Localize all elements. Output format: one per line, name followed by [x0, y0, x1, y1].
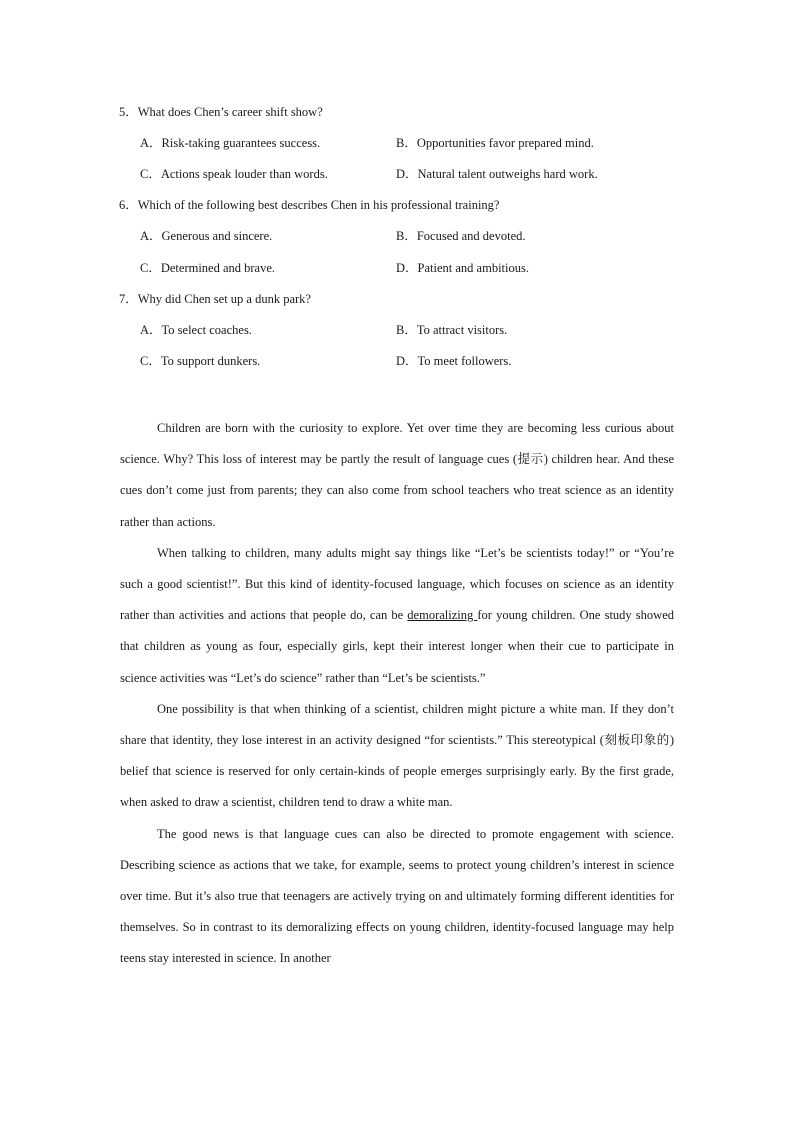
- option-letter: C．: [140, 261, 161, 275]
- option-letter: A．: [140, 136, 162, 150]
- option-text: To support dunkers.: [160, 354, 261, 368]
- option-letter: B．: [396, 136, 417, 150]
- passage-paragraph-4: The good news is that language cues can also be directed to promote engagement with science. Describing science as actions that we take, for example, seems to protect young children’s interest in science over time. But it’s also true that teenagers are actively trying on and ultimately forming different identities for themselves. So in contrast to its demoralizing effects on young children, identity-focused language may help teens stay interested in science. In another: [120, 826, 674, 966]
- option-text: Actions speak louder than words.: [160, 167, 328, 181]
- option-text: Opportunities favor prepared mind.: [416, 136, 594, 150]
- option-text: Patient and ambitious.: [417, 261, 529, 275]
- option-text: Natural talent outweighs hard work.: [417, 167, 598, 181]
- option-text: To attract visitors.: [416, 323, 508, 337]
- underlined-word: demoralizing: [407, 608, 478, 623]
- question-6-option-d[interactable]: [396, 260, 529, 276]
- question-7-option-b[interactable]: [396, 322, 507, 338]
- option-letter: B．: [396, 229, 417, 243]
- question-6-option-b[interactable]: [396, 228, 526, 244]
- reading-passage: [120, 413, 674, 975]
- question-5-option-a[interactable]: [140, 135, 320, 151]
- paragraph-text: for young children. One study showed that children as young as four, especially girls, kept their interest longer when their cue to participate in science activities was “Let’s do science” rather than “Let’s be scientists.”: [120, 608, 674, 685]
- option-text: Risk-taking guarantees success.: [161, 136, 321, 150]
- paragraph-text: When talking to children, many adults might say things like “Let’s be scientists today!” or “You’re such a good scientist!”. But this kind of identity-focused language, which focuses on science as an identity rather than activities and actions that people do, can be: [120, 545, 674, 623]
- question-5-option-b[interactable]: [396, 135, 594, 151]
- question-7-stem: 7．Why did Chen set up a dunk park?: [119, 292, 311, 306]
- option-text: To meet followers.: [417, 354, 512, 368]
- option-letter: A．: [140, 323, 162, 337]
- option-letter: A．: [140, 229, 162, 243]
- question-5-option-c[interactable]: [140, 166, 328, 182]
- passage-paragraph-1: Children are born with the curiosity to explore. Yet over time they are becoming less curious about science. Why? This loss of interest may be partly the result of language cues (提示) children hear. And these cues don’t come just from parents; they can also come from school teachers who treat science as an identity rather than actions.: [120, 421, 674, 529]
- option-letter: B．: [396, 323, 417, 337]
- question-6-option-a[interactable]: [140, 228, 272, 244]
- passage-paragraph-2: [120, 538, 674, 694]
- option-letter: D．: [396, 354, 418, 368]
- option-letter: D．: [396, 167, 418, 181]
- option-text: Generous and sincere.: [161, 229, 273, 243]
- option-letter: C．: [140, 167, 161, 181]
- option-letter: C．: [140, 354, 161, 368]
- question-6-option-c[interactable]: [140, 260, 275, 276]
- option-text: Determined and brave.: [160, 261, 276, 275]
- question-5-option-d[interactable]: [396, 166, 598, 182]
- passage-paragraph-3: One possibility is that when thinking of a scientist, children might picture a white man. If they don’t share that identity, they lose interest in an activity designed “for scientists.” This stereotypical (刻板印象的) belief that science is reserved for only certain-kinds of people emerges surprisingly early. By the first grade, when asked to draw a scientist, children tend to draw a white man.: [120, 701, 674, 810]
- option-text: Focused and devoted.: [416, 229, 526, 243]
- option-text: To select coaches.: [161, 323, 252, 337]
- question-7-option-a[interactable]: [140, 322, 252, 338]
- question-7-option-c[interactable]: [140, 353, 260, 369]
- option-letter: D．: [396, 261, 418, 275]
- question-6-stem: 6．Which of the following best describes Chen in his professional training?: [119, 198, 500, 212]
- question-7-option-d[interactable]: [396, 353, 511, 369]
- question-5-stem: 5．What does Chen’s career shift show?: [119, 105, 323, 119]
